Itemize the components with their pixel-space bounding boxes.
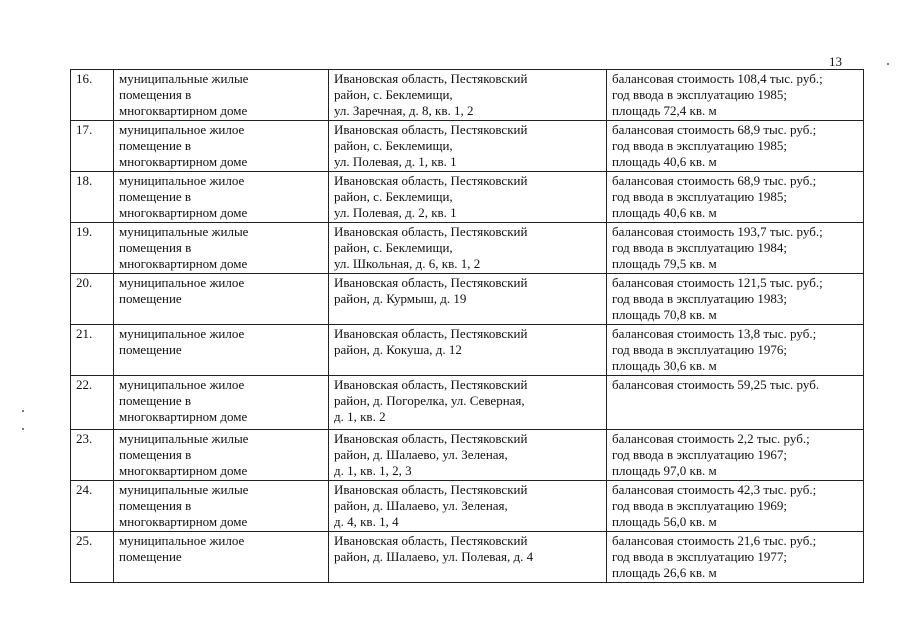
row-number: 25. [71,532,114,583]
object-cell: муниципальные жилые помещения в многоквартирном доме [114,430,329,481]
details-cell: балансовая стоимость 68,9 тыс. руб.; год ввода в эксплуатацию 1985; площадь 40,6 кв. м [607,121,864,172]
address-cell: Ивановская область, Пестяковский район, с. Беклемищи, ул. Полевая, д. 1, кв. 1 [329,121,607,172]
details-cell: балансовая стоимость 42,3 тыс. руб.; год ввода в эксплуатацию 1969; площадь 56,0 кв. м [607,481,864,532]
row-number: 19. [71,223,114,274]
table-row [71,274,864,325]
table-row [71,532,864,583]
object-cell: муниципальное жилое помещение [114,325,329,376]
row-number: 23. [71,430,114,481]
table-row [71,376,864,430]
object-cell: муниципальное жилое помещение [114,274,329,325]
address-cell: Ивановская область, Пестяковский район, с. Беклемищи, ул. Полевая, д. 2, кв. 1 [329,172,607,223]
details-cell: балансовая стоимость 193,7 тыс. руб.; год ввода в эксплуатацию 1984; площадь 79,5 кв. м [607,223,864,274]
details-cell: балансовая стоимость 2,2 тыс. руб.; год ввода в эксплуатацию 1967; площадь 97,0 кв. м [607,430,864,481]
object-cell: муниципальное жилое помещение в многоквартирном доме [114,376,329,430]
object-cell: муниципальное жилое помещение [114,532,329,583]
object-cell: муниципальное жилое помещение в многоквартирном доме [114,121,329,172]
property-table [70,69,864,583]
object-cell: муниципальные жилые помещения в многоквартирном доме [114,70,329,121]
table-row [71,430,864,481]
row-number: 18. [71,172,114,223]
scan-speck [22,428,24,430]
table-row [71,481,864,532]
address-cell: Ивановская область, Пестяковский район, д. Шалаево, ул. Зеленая, д. 1, кв. 1, 2, 3 [329,430,607,481]
row-number: 24. [71,481,114,532]
details-cell: балансовая стоимость 108,4 тыс. руб.; год ввода в эксплуатацию 1985; площадь 72,4 кв. м [607,70,864,121]
row-number: 17. [71,121,114,172]
table-row [71,172,864,223]
row-number: 20. [71,274,114,325]
details-cell: балансовая стоимость 121,5 тыс. руб.; год ввода в эксплуатацию 1983; площадь 70,8 кв. м [607,274,864,325]
row-number: 16. [71,70,114,121]
details-cell: балансовая стоимость 68,9 тыс. руб.; год ввода в эксплуатацию 1985; площадь 40,6 кв. м [607,172,864,223]
address-cell: Ивановская область, Пестяковский район, с. Беклемищи, ул. Заречная, д. 8, кв. 1, 2 [329,70,607,121]
address-cell: Ивановская область, Пестяковский район, д. Курмыш, д. 19 [329,274,607,325]
object-cell: муниципальные жилые помещения в многоквартирном доме [114,223,329,274]
table-row [71,223,864,274]
scan-speck [22,410,24,412]
details-cell: балансовая стоимость 13,8 тыс. руб.; год ввода в эксплуатацию 1976; площадь 30,6 кв. м [607,325,864,376]
row-number: 22. [71,376,114,430]
details-cell: балансовая стоимость 59,25 тыс. руб. [607,376,864,430]
object-cell: муниципальные жилые помещения в многоквартирном доме [114,481,329,532]
address-cell: Ивановская область, Пестяковский район, с. Беклемищи, ул. Школьная, д. 6, кв. 1, 2 [329,223,607,274]
details-cell: балансовая стоимость 21,6 тыс. руб.; год ввода в эксплуатацию 1977; площадь 26,6 кв. м [607,532,864,583]
address-cell: Ивановская область, Пестяковский район, д. Шалаево, ул. Зеленая, д. 4, кв. 1, 4 [329,481,607,532]
table-row [71,121,864,172]
address-cell: Ивановская область, Пестяковский район, д. Погорелка, ул. Северная, д. 1, кв. 2 [329,376,607,430]
object-cell: муниципальное жилое помещение в многоквартирном доме [114,172,329,223]
table-row [71,325,864,376]
address-cell: Ивановская область, Пестяковский район, д. Кокуша, д. 12 [329,325,607,376]
scan-speck [887,63,889,65]
row-number: 21. [71,325,114,376]
page-number: 13 [829,54,842,69]
address-cell: Ивановская область, Пестяковский район, д. Шалаево, ул. Полевая, д. 4 [329,532,607,583]
table-row [71,70,864,121]
